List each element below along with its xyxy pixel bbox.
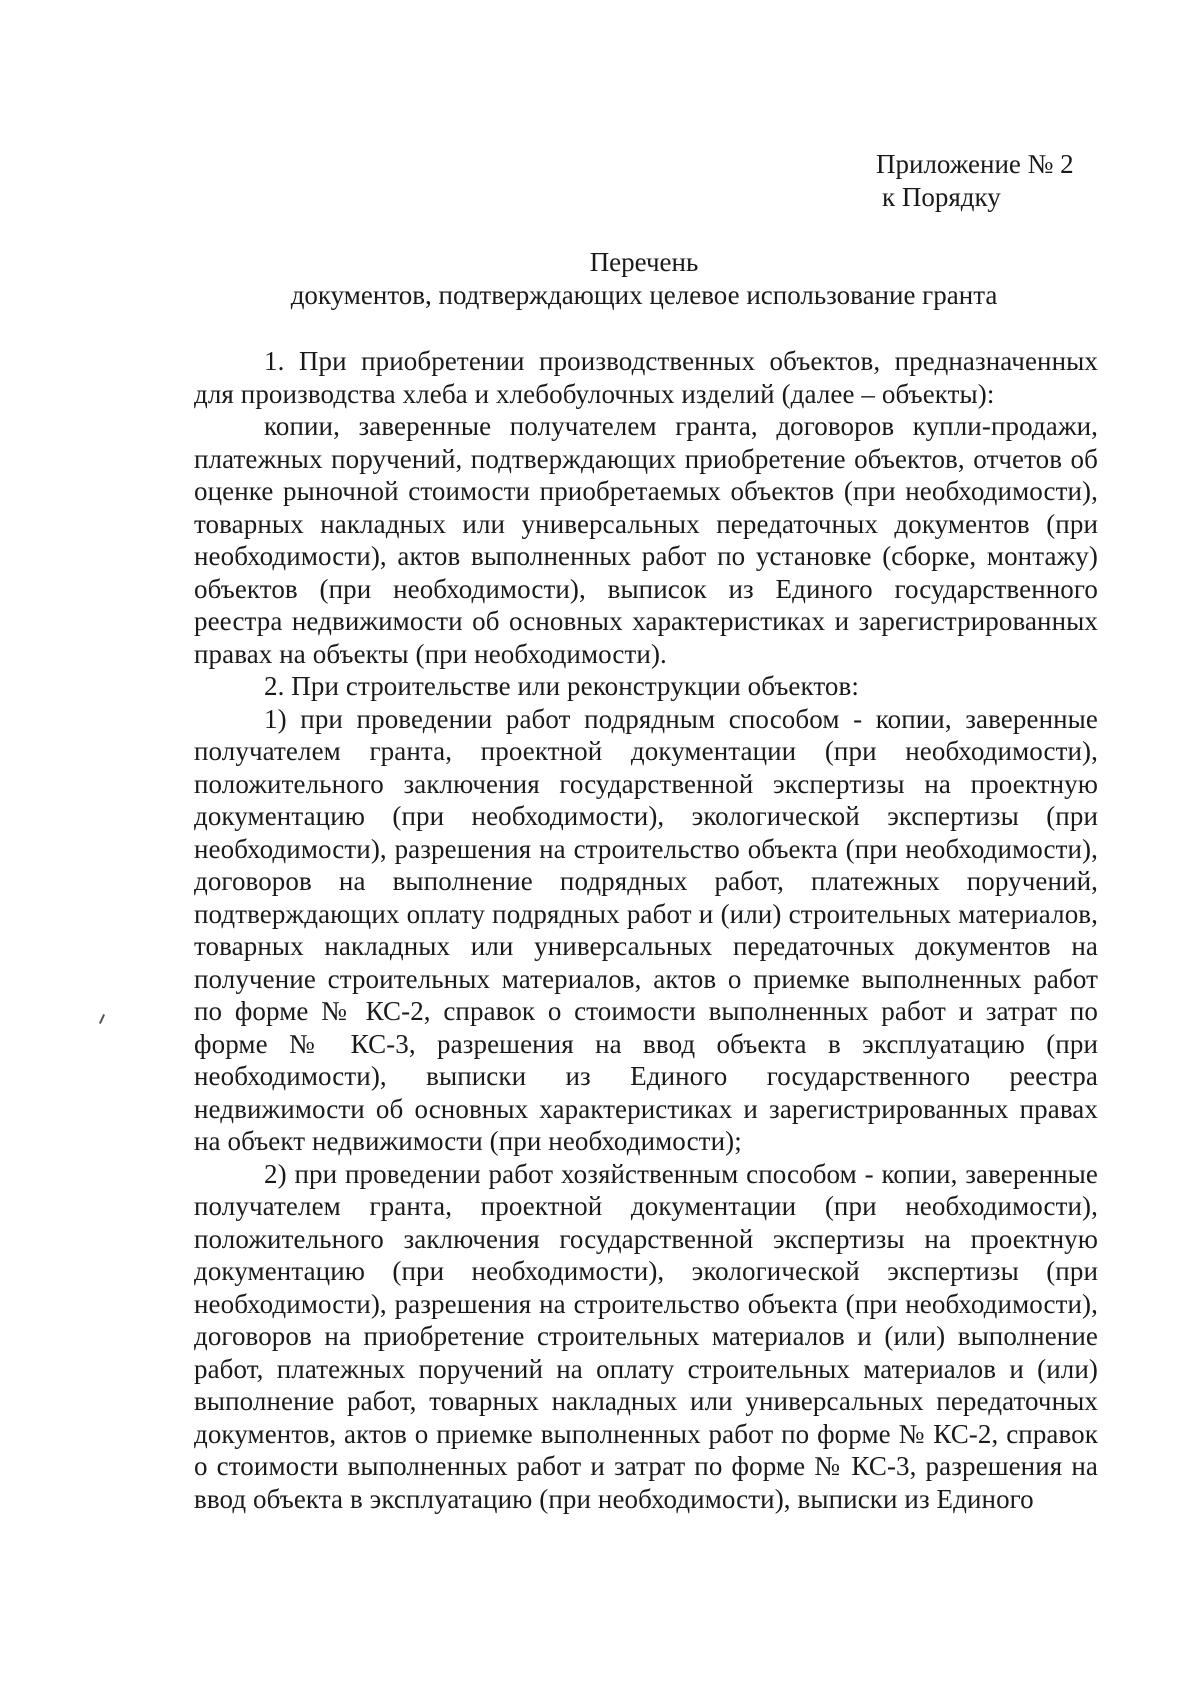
paragraph-1: 1. При приобретении производственных объектов, предназначенных для производства хлеба и хлебобулочных изделий (далее – объекты): xyxy=(194,346,1098,409)
paragraph-4: 1) при проведении работ подрядным способом - копии, заверенные получателем гранта, проектной документации (при необходимости), положительного заключения государственной экспертизы на проектную документацию (при необходимости), экологической экспертизы (при необходимости), разрешения на строительство объекта (при необходимости), договоров на выполнение подрядных работ, платежных поручений, подтверждающих оплату подрядных работ и (или) строительных материалов, товарных накладных или универсальных передаточных документов на получение строительных материалов, актов о приемке выполненных работ по форме № КС-2, справок о стоимости выполненных работ и затрат по форме № КС-3, разрешения на ввод объекта в эксплуатацию (при необходимости), выписки из Единого государственного реестра недвижимости об основных характеристиках и зарегистрированных правах на объект недвижимости (при необходимости); xyxy=(194,703,1098,1156)
appendix-number: Приложение № 2 xyxy=(876,149,1074,179)
paragraph-2: копии, заверенные получателем гранта, договоров купли-продажи, платежных поручений, подтверждающих приобретение объектов, отчетов об оценке рыночной стоимости приобретаемых объектов (при необходимости), товарных накладных или универсальных передаточных документов (при необходимости), актов выполненных работ по установке (сборке, монтажу) объектов (при необходимости), выписок из Единого государственного реестра недвижимости об основных характеристиках и зарегистрированных правах на объекты (при необходимости). xyxy=(194,411,1098,669)
scan-artifact xyxy=(99,1014,105,1024)
paragraph-3: 2. При строительстве или реконструкции объектов: xyxy=(264,671,859,701)
document-title xyxy=(194,246,1094,312)
appendix-order-ref: к Порядку xyxy=(882,182,1001,212)
appendix-reference xyxy=(876,148,1074,214)
paragraph-5: 2) при проведении работ хозяйственным способом - копии, заверенные получателем гранта, проектной документации (при необходимости), положительного заключения государственной экспертизы на проектную документацию (при необходимости), экологической экспертизы (при необходимости), разрешения на строительство объекта (при необходимости), договоров на приобретение строительных материалов и (или) выполнение работ, платежных поручений на оплату строительных материалов и (или) выполнение работ, товарных накладных или универсальных передаточных документов, актов о приемке выполненных работ по форме № КС-2, справок о стоимости выполненных работ и затрат по форме № КС-3, разрешения на ввод объекта в эксплуатацию (при необходимости), выписки из Единого xyxy=(194,1158,1098,1514)
title-line-1: Перечень xyxy=(589,247,699,277)
document-body xyxy=(194,345,1098,1515)
title-line-2: документов, подтверждающих целевое использование гранта xyxy=(290,280,998,310)
